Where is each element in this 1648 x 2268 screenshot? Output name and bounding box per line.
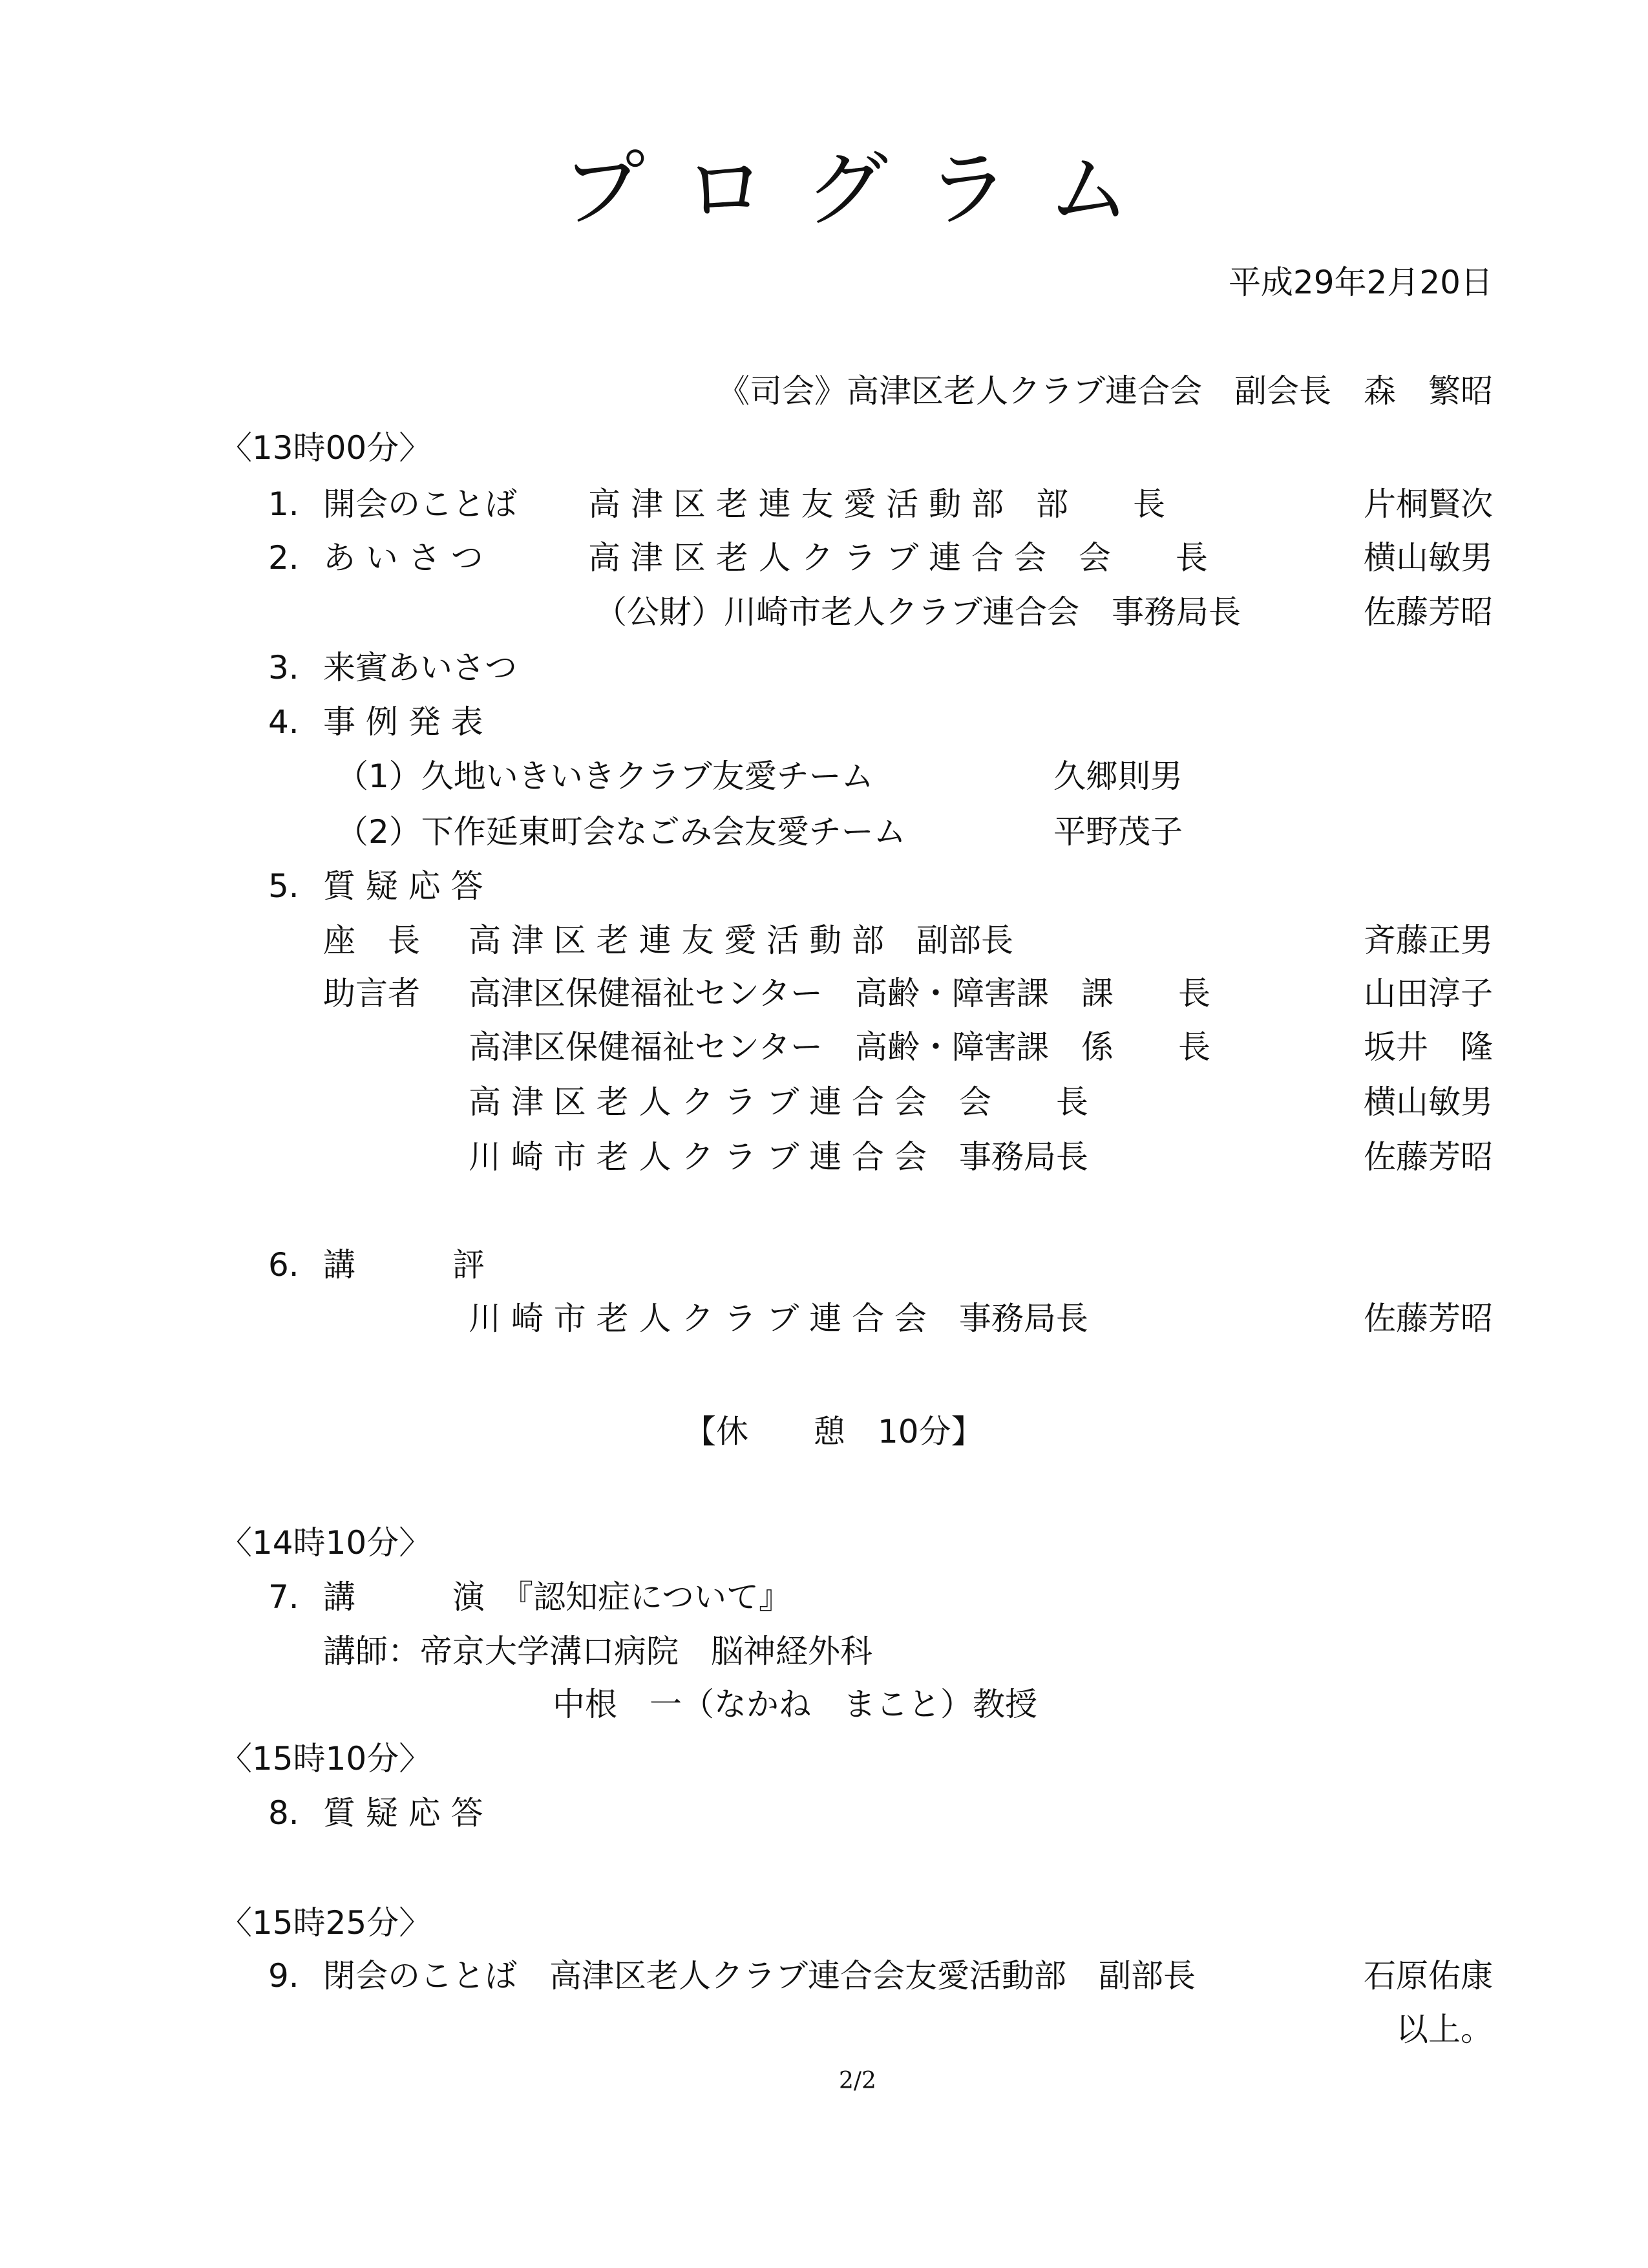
role-label: 助言者 [323,975,420,1012]
item-person: 佐藤芳昭 [1364,1300,1493,1337]
item-number: 9. [268,1957,299,1995]
item-label: 質 疑 応 答 [323,867,483,905]
item-person: 佐藤芳昭 [1364,593,1493,631]
item-number: 6. [268,1246,299,1284]
item-number: 4. [268,703,299,741]
item-label: 講 評 [323,1246,485,1284]
item-org: 川 崎 市 老 人 ク ラ ブ 連 合 会 事務局長 [469,1300,1088,1337]
time-marker: 〈13時00分〉 [220,429,432,467]
date: 平成29年2月20日 [1228,264,1493,301]
item-label: 質 疑 応 答 [323,1794,483,1832]
item-person: 斉藤正男 [1364,922,1493,959]
item-org: 高 津 区 老 人 ク ラ ブ 連 合 会 会 長 [469,1083,1088,1121]
case-person: 平野茂子 [1053,813,1183,851]
item-number: 2. [268,539,299,577]
break-notice: 【休 憩 10分】 [684,1413,984,1450]
item-org: 高 津 区 老 人 ク ラ ブ 連 合 会 会 長 [588,539,1208,577]
item-org: 川 崎 市 老 人 ク ラ ブ 連 合 会 事務局長 [469,1138,1088,1176]
time-marker: 〈14時10分〉 [220,1524,432,1562]
item-number: 1. [268,485,299,523]
item-person: 山田淳子 [1364,975,1493,1012]
item-person: 石原佑康 [1364,1957,1493,1995]
item-org: 高 津 区 老 連 友 愛 活 動 部 部 長 [588,485,1166,523]
item-person: 片桐賢次 [1364,485,1493,523]
case-person: 久郷則男 [1053,758,1183,795]
item-label: 閉会のことば 高津区老人クラブ連合会友愛活動部 副部長 [323,1957,1196,1995]
host-line: 《司会》高津区老人クラブ連合会 副会長 森 繁昭 [717,372,1493,410]
item-label: あ い さ つ [323,539,483,577]
item-person: 横山敏男 [1364,1083,1493,1121]
item-org: 高津区保健福祉センター 高齢・障害課 課 長 [469,975,1210,1012]
item-number: 7. [268,1578,299,1616]
end-mark: 以上。 [1396,2011,1493,2048]
page-title: プログラム [562,142,1169,238]
role-label: 座 長 [323,922,420,959]
item-org: 高津区保健福祉センター 高齢・障害課 係 長 [469,1028,1210,1066]
item-label: 来賓あいさつ [323,649,517,686]
case-label: （2）下作延東町会なごみ会友愛チーム [336,813,906,851]
item-label: 開会のことば [323,485,517,523]
case-label: （1）久地いきいきクラブ友愛チーム [336,758,874,795]
item-label: 講 演 『認知症について』 [323,1578,791,1616]
item-number: 5. [268,867,299,905]
item-person: 坂井 隆 [1364,1028,1493,1066]
item-label: 事 例 発 表 [323,703,483,741]
lecturer-affiliation: 講師：帝京大学溝口病院 脳神経外科 [323,1633,872,1670]
item-org: 高 津 区 老 連 友 愛 活 動 部 副部長 [469,922,1014,959]
time-marker: 〈15時10分〉 [220,1740,432,1777]
time-marker: 〈15時25分〉 [220,1904,432,1942]
lecturer-name: 中根 一（なかね まこと）教授 [553,1686,1037,1723]
item-person: 横山敏男 [1364,539,1493,577]
item-number: 3. [268,649,299,686]
item-org: （公財）川崎市老人クラブ連合会 事務局長 [595,593,1241,631]
page-number: 2/2 [839,2068,876,2094]
item-number: 8. [268,1794,299,1832]
item-person: 佐藤芳昭 [1364,1138,1493,1176]
